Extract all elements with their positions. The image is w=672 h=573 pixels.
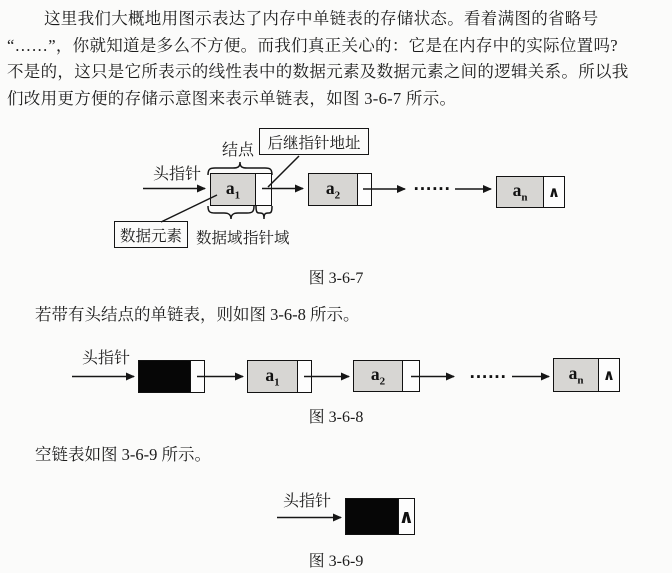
head-pointer-label: 头指针 bbox=[283, 493, 332, 510]
figure-369 bbox=[0, 485, 672, 573]
node-value: $a_1$ bbox=[265, 364, 280, 389]
node-value: $a_2$ bbox=[325, 177, 341, 202]
text-line-369: 空链表如图 3-6-9 所示。 bbox=[35, 445, 211, 464]
linked-list-node-an bbox=[496, 176, 565, 208]
linked-list-node-an bbox=[553, 358, 620, 392]
head-node bbox=[138, 360, 205, 393]
linked-list-node-a2 bbox=[308, 173, 372, 206]
data-field-cell bbox=[211, 174, 256, 205]
null-symbol: ∧ bbox=[547, 183, 561, 201]
data-field-cell bbox=[248, 361, 298, 392]
node-label: 结点 bbox=[222, 142, 255, 159]
pointer-field-brace bbox=[256, 206, 272, 219]
data-field-label: 数据域 bbox=[196, 230, 243, 247]
next-pointer-leader-line bbox=[268, 156, 299, 187]
figure-367 bbox=[0, 125, 672, 290]
ellipsis-dots: ······ bbox=[469, 368, 507, 386]
data-field-cell bbox=[554, 359, 599, 391]
node-value: $a_1$ bbox=[225, 177, 241, 202]
linked-list-node-a1 bbox=[210, 173, 272, 206]
next-pointer-address-label: 后继指针地址 bbox=[259, 128, 369, 155]
ellipsis-dots: ······ bbox=[413, 180, 451, 198]
head-pointer-label: 头指针 bbox=[153, 166, 202, 183]
pointer-field-cell bbox=[191, 361, 204, 392]
node-value: $a_2$ bbox=[370, 364, 386, 388]
data-field-cell bbox=[309, 174, 358, 205]
pointer-field-cell bbox=[298, 361, 311, 392]
data-element-label: 数据元素 bbox=[114, 221, 188, 248]
pointer-field-cell bbox=[358, 174, 371, 205]
null-symbol: ∧ bbox=[602, 366, 616, 384]
pointer-field-cell bbox=[403, 361, 419, 391]
figure-caption: 图 3-6-8 bbox=[308, 409, 364, 426]
linked-list-node-a2 bbox=[353, 360, 420, 392]
figure-caption: 图 3-6-9 bbox=[308, 553, 364, 570]
empty-head-node bbox=[345, 498, 415, 535]
linked-list-node-a1 bbox=[247, 360, 312, 393]
pointer-field-cell bbox=[256, 174, 271, 205]
data-field-brace bbox=[208, 206, 254, 219]
data-element-leader-line bbox=[161, 195, 217, 222]
figure-caption: 图 3-6-7 bbox=[308, 270, 364, 287]
figure-368 bbox=[0, 340, 672, 425]
data-field-cell bbox=[354, 361, 403, 391]
node-value: $a_n$ bbox=[512, 180, 528, 204]
data-field-cell bbox=[497, 177, 544, 207]
head-pointer-label: 头指针 bbox=[82, 350, 131, 367]
data-field-cell bbox=[139, 361, 191, 392]
pointer-field-label: 指针域 bbox=[243, 230, 290, 247]
paragraph bbox=[7, 6, 667, 112]
paragraph-line: 们改用更方便的存储示意图来表示单链表，如图 3-6-7 所示。 bbox=[7, 88, 457, 108]
paragraph-line: 不是的，这只是它所表示的线性表中的数据元素及数据元素之间的逻辑关系。所以我 bbox=[7, 62, 629, 81]
node-value: $a_n$ bbox=[568, 363, 584, 387]
paragraph-line: 这里我们大概地用图示表达了内存中单链表的存储状态。看着满图的省略号 bbox=[44, 9, 599, 28]
paragraph-line: “……”，你就知道是多么不方便。而我们真正关心的：它是在内存中的实际位置吗? bbox=[7, 35, 618, 55]
null-symbol: ∧ bbox=[398, 505, 414, 528]
text-line-368: 若带有头结点的单链表，则如图 3-6-8 所示。 bbox=[35, 305, 360, 324]
data-field-cell bbox=[346, 499, 399, 534]
